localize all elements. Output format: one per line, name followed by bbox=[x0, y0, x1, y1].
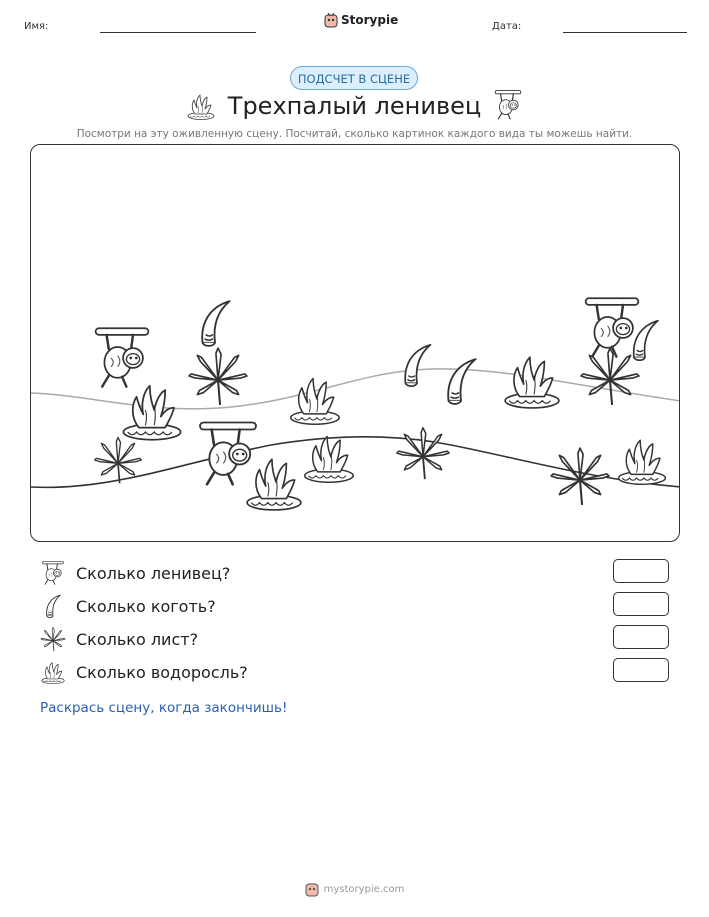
scene-seaweed bbox=[123, 386, 180, 440]
scene-seaweed bbox=[505, 357, 559, 408]
question-text: Сколько коготь? bbox=[76, 596, 216, 616]
scene-claw bbox=[448, 359, 475, 404]
scene-leaf bbox=[581, 348, 639, 405]
claw-icon bbox=[40, 593, 66, 619]
answer-box-leaf[interactable] bbox=[613, 625, 669, 649]
instructions: Посмотри на эту оживленную сцену. Посчитай, сколько картинок каждого вида ты можешь найти. bbox=[76, 128, 633, 140]
scene-leaf bbox=[551, 448, 609, 505]
seaweed-icon bbox=[40, 659, 66, 685]
scene-seaweed bbox=[619, 440, 666, 484]
date-field[interactable] bbox=[563, 32, 687, 33]
scene-seaweed bbox=[247, 459, 301, 510]
question-text: Сколько ленивец? bbox=[76, 563, 231, 583]
date-label: Дата: bbox=[492, 21, 522, 32]
scene-claw bbox=[202, 301, 229, 346]
question-text: Сколько лист? bbox=[76, 629, 199, 649]
answer-box-seaweed[interactable] bbox=[613, 658, 669, 682]
storypie-logo-icon bbox=[324, 12, 338, 28]
brand-name: Storypie bbox=[341, 13, 399, 27]
question-row-seaweed bbox=[40, 659, 248, 685]
scene-illustration bbox=[31, 145, 680, 542]
scene-sloth bbox=[96, 328, 149, 386]
name-field[interactable] bbox=[100, 32, 256, 33]
brand-logo bbox=[324, 12, 398, 28]
scene-claw bbox=[634, 321, 658, 361]
counting-scene bbox=[30, 144, 680, 542]
scene-claw bbox=[405, 345, 430, 386]
footer bbox=[0, 881, 709, 897]
scene-sloth bbox=[200, 423, 256, 485]
storypie-logo-icon bbox=[305, 881, 319, 897]
question-text: Сколько водоросль? bbox=[76, 662, 248, 682]
activity-badge: ПОДСЧЕТ В СЦЕНЕ bbox=[290, 66, 418, 90]
question-row-leaf bbox=[40, 626, 198, 652]
coloring-note: Раскрась сцену, когда закончишь! bbox=[40, 700, 288, 716]
scene-leaf bbox=[397, 428, 449, 479]
scene-leaf bbox=[189, 348, 247, 405]
name-label: Имя: bbox=[24, 21, 49, 32]
scene-seaweed bbox=[305, 436, 354, 482]
leaf-icon bbox=[40, 626, 66, 652]
scene-sloth bbox=[586, 298, 639, 356]
question-row-claw bbox=[40, 593, 216, 619]
scene-seaweed bbox=[291, 378, 340, 424]
footer-url[interactable]: mystorypie.com bbox=[323, 883, 405, 895]
question-row-sloth bbox=[40, 560, 230, 586]
page-title: Трехпалый ленивец bbox=[227, 92, 482, 120]
answer-box-sloth[interactable] bbox=[613, 559, 669, 583]
answer-box-claw[interactable] bbox=[613, 592, 669, 616]
sloth-icon bbox=[40, 560, 66, 586]
sloth-icon bbox=[492, 89, 524, 121]
